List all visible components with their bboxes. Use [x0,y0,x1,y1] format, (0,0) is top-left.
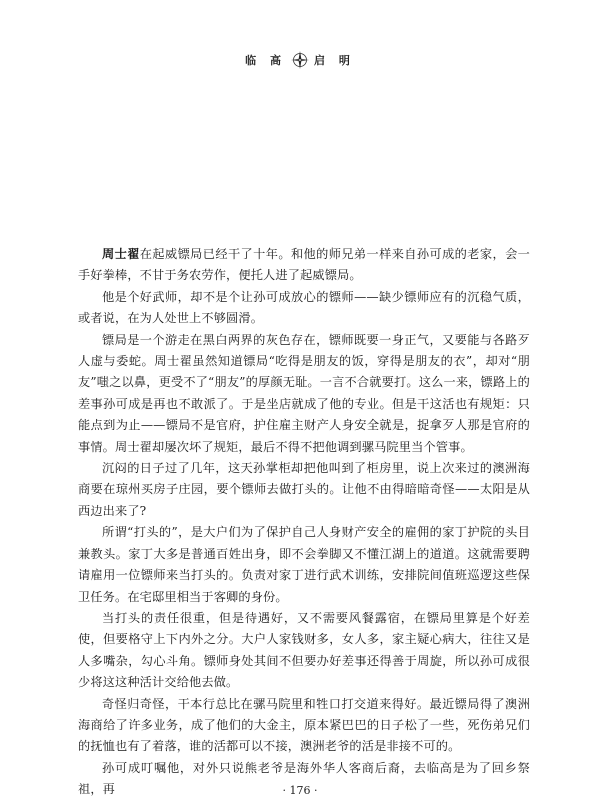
running-head-left: 临 高 [245,54,286,67]
character-name: 周士翟 [102,247,140,261]
paragraph-1-text: 在起威镖局已经干了十年。和他的师兄弟一样来自孙可成的老家，会一手好拳棒，不甘于务农劳作，便托人进了起威镖局。 [78,247,531,283]
body-text [78,244,530,801]
paragraph-2: 他是个好武师，却不是个让孙可成放心的镖师——缺少镖师应有的沉稳气质，或者说，在为人处世上不够圆滑。 [78,289,530,326]
paragraph-8: 孙可成叮嘱他，对外只说熊老爷是海外华人客商后裔，去临高是为了回乡祭祖，再 [78,760,530,797]
running-head [0,50,600,70]
paragraph-5: 所谓“打头的”，是大户们为了保护自己人身财产安全的雇佣的家丁护院的头目兼教头。家丁大多是普通百姓出身，即不会拳脚又不懂江湖上的道道。这就需要聘请雇用一位镖师来当打头的。负责对家丁进行武术训练，安排院间值班巡逻这些保卫任务。在宅邸里相当于客卿的身份。 [78,525,530,604]
running-head-right: 启 明 [314,54,355,67]
paragraph-7: 奇怪归奇怪，干本行总比在骡马院里和牲口打交道来得好。最近镖局得了澳洲海商给了许多业务，成了他们的大金主，原本紧巴巴的日子松了一些，死伤弟兄们的抚恤也有了着落，谁的活都可以不接，澳洲老爷的活是非接不可的。 [78,696,530,754]
paragraph-4: 沉闷的日子过了几年，这天孙掌柜却把他叫到了柜房里，说上次来过的澳洲海商要在琼州买房子庄园，要个镖师去做打头的。让他不由得暗暗奇怪——太阳是从西边出来了? [78,461,530,518]
paragraph-1 [78,244,530,287]
paragraph-6: 当打头的责任很重，但是待遇好，又不需要风餐露宿，在镖局里算是个好差使，但要格守上下内外之分。大户人家钱财多，女人多，家主疑心病大，往往又是人多嘴杂，勾心斗角。镖师身处其间不但要办好差事还得善于周旋，所以孙可成很少将这这种活计交给他去做。 [78,610,530,690]
page-number: · 176 · [282,784,318,797]
compass-rose-icon [290,50,310,70]
paragraph-3: 镖局是一个游走在黑白两界的灰色存在，镖师既要一身正气，又要能与各路歹人虚与委蛇。周士翟虽然知道镖局“吃得是朋友的饭，穿得是朋友的衣”，却对“朋友”嗤之以鼻，更受不了“朋友”的厚颜无耻。一言不合就要打。这么一来，镖路上的差事孙可成是再也不敢派了。于是坐店就成了他的专业。但是干这活也有规矩：只能点到为止——镖局不是官府，护住雇主财产人身安全就是，捉拿歹人那是官府的事情。周士翟却屡次坏了规矩，最后不得不把他调到骡马院里当个管事。 [78,332,530,454]
